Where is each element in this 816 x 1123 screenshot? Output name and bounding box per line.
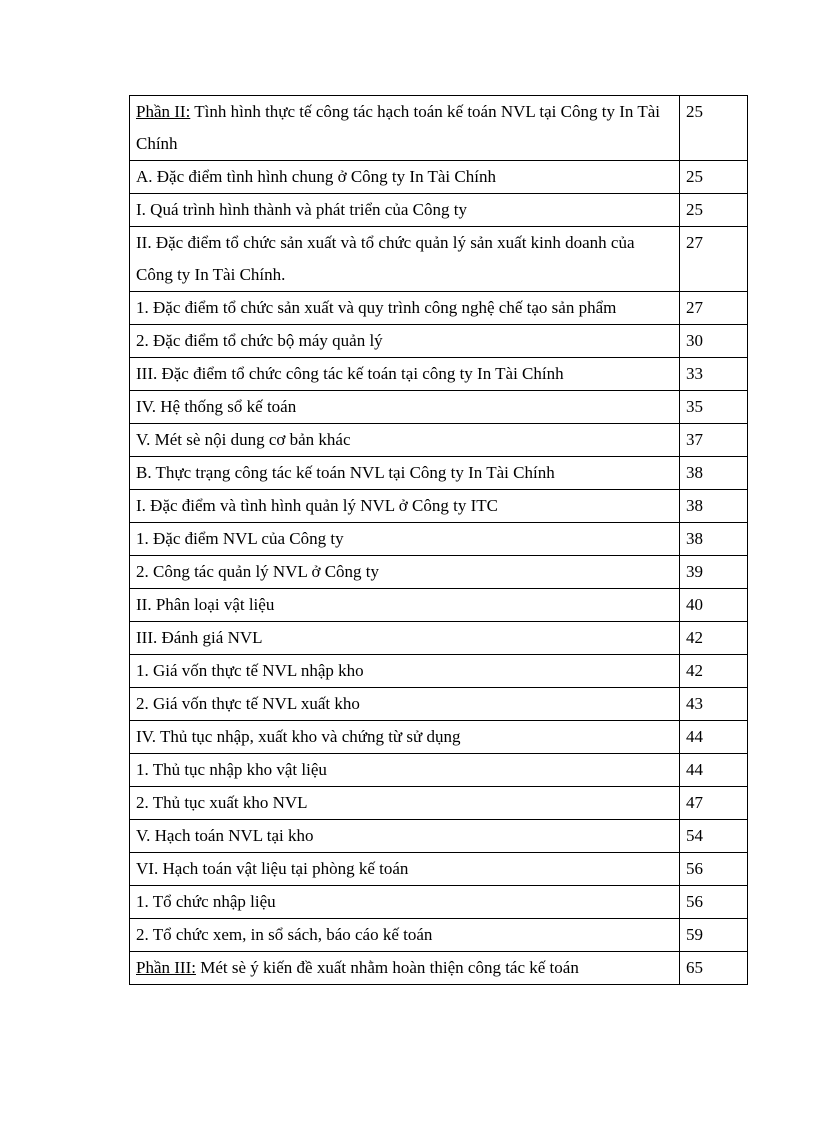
table-of-contents (129, 95, 748, 985)
toc-entry-text: 1. Đặc điểm tổ chức sản xuất và quy trình công nghệ chế tạo sản phẩm (136, 298, 617, 317)
toc-page-number: 27 (680, 292, 748, 325)
toc-row (130, 523, 748, 556)
toc-entry-text: 2. Giá vốn thực tế NVL xuất kho (136, 694, 360, 713)
toc-page-number: 42 (680, 655, 748, 688)
toc-entry-text: VI. Hạch toán vật liệu tại phòng kế toán (136, 859, 409, 878)
toc-row (130, 194, 748, 227)
toc-entry-text: 2. Thủ tục xuất kho NVL (136, 793, 308, 812)
toc-page-number: 42 (680, 622, 748, 655)
toc-entry-text: A. Đặc điểm tình hình chung ở Công ty In Tài Chính (136, 167, 496, 186)
toc-page-number: 38 (680, 523, 748, 556)
toc-entry (130, 227, 680, 292)
toc-row (130, 622, 748, 655)
toc-row (130, 457, 748, 490)
toc-entry (130, 556, 680, 589)
toc-body (130, 96, 748, 985)
toc-entry-text: IV. Hệ thống sổ kế toán (136, 397, 297, 416)
toc-page-number: 25 (680, 194, 748, 227)
toc-entry (130, 325, 680, 358)
toc-entry (130, 919, 680, 952)
toc-page-number: 30 (680, 325, 748, 358)
toc-entry (130, 96, 680, 161)
toc-page-number: 44 (680, 754, 748, 787)
toc-row (130, 589, 748, 622)
toc-row (130, 161, 748, 194)
toc-row (130, 754, 748, 787)
toc-row (130, 96, 748, 161)
toc-entry (130, 952, 680, 985)
toc-page-number: 44 (680, 721, 748, 754)
toc-page-number: 56 (680, 853, 748, 886)
toc-entry (130, 490, 680, 523)
toc-part-label: Phần II: (136, 102, 191, 121)
toc-page-number: 39 (680, 556, 748, 589)
toc-entry (130, 721, 680, 754)
toc-page-number: 65 (680, 952, 748, 985)
toc-page-number: 27 (680, 227, 748, 292)
toc-row (130, 952, 748, 985)
toc-page-number: 47 (680, 787, 748, 820)
toc-row (130, 721, 748, 754)
toc-entry (130, 655, 680, 688)
toc-entry-text: 1. Thủ tục nhập kho vật liệu (136, 760, 327, 779)
toc-entry (130, 161, 680, 194)
toc-entry (130, 589, 680, 622)
toc-row (130, 820, 748, 853)
toc-row (130, 358, 748, 391)
toc-page-number: 33 (680, 358, 748, 391)
toc-row (130, 292, 748, 325)
toc-entry-text: Tình hình thực tế công tác hạch toán kế toán NVL tại Công ty In Tài Chính (136, 102, 660, 153)
toc-entry-text: B. Thực trạng công tác kế toán NVL tại Công ty In Tài Chính (136, 463, 555, 482)
toc-entry (130, 523, 680, 556)
toc-row (130, 325, 748, 358)
toc-page-number: 43 (680, 688, 748, 721)
toc-row (130, 688, 748, 721)
toc-entry-text: Mét sè ý kiến đề xuất nhằm hoàn thiện công tác kế toán (195, 958, 579, 977)
toc-entry-text: 1. Tổ chức nhập liệu (136, 892, 276, 911)
toc-part-label: Phần III: (136, 958, 196, 977)
toc-entry-text: II. Đặc điểm tổ chức sản xuất và tổ chức quản lý sản xuất kinh doanh của Công ty In Tài Chính. (136, 233, 635, 284)
toc-row (130, 556, 748, 589)
toc-entry (130, 391, 680, 424)
toc-entry-text: 2. Đặc điểm tổ chức bộ máy quản lý (136, 331, 383, 350)
toc-entry (130, 194, 680, 227)
toc-page-number: 54 (680, 820, 748, 853)
toc-row (130, 886, 748, 919)
toc-row (130, 227, 748, 292)
toc-page-number: 25 (680, 96, 748, 161)
toc-entry (130, 292, 680, 325)
toc-page-number: 25 (680, 161, 748, 194)
toc-row (130, 787, 748, 820)
toc-entry (130, 457, 680, 490)
toc-page-number: 38 (680, 490, 748, 523)
toc-entry (130, 787, 680, 820)
toc-entry-text: IV. Thủ tục nhập, xuất kho và chứng từ sử dụng (136, 727, 461, 746)
toc-row (130, 391, 748, 424)
toc-entry-text: III. Đặc điểm tổ chức công tác kế toán tại công ty In Tài Chính (136, 364, 564, 383)
toc-page-number: 37 (680, 424, 748, 457)
toc-page-number: 40 (680, 589, 748, 622)
toc-entry-text: V. Hạch toán NVL tại kho (136, 826, 314, 845)
toc-entry (130, 886, 680, 919)
toc-entry-text: V. Mét sè nội dung cơ bản khác (136, 430, 351, 449)
toc-entry (130, 358, 680, 391)
toc-entry (130, 688, 680, 721)
toc-entry-text: I. Quá trình hình thành và phát triển của Công ty (136, 200, 467, 219)
toc-entry (130, 622, 680, 655)
toc-row (130, 919, 748, 952)
toc-entry-text: 2. Công tác quản lý NVL ở Công ty (136, 562, 380, 581)
toc-entry (130, 424, 680, 457)
toc-entry-text: 1. Đặc điểm NVL của Công ty (136, 529, 344, 548)
toc-entry-text: I. Đặc điểm và tình hình quản lý NVL ở Công ty ITC (136, 496, 498, 515)
toc-entry-text: 2. Tổ chức xem, in sổ sách, báo cáo kế toán (136, 925, 433, 944)
toc-entry (130, 853, 680, 886)
toc-page-number: 56 (680, 886, 748, 919)
toc-entry-text: 1. Giá vốn thực tế NVL nhập kho (136, 661, 364, 680)
toc-entry-text: II. Phân loại vật liệu (136, 595, 275, 614)
toc-entry (130, 754, 680, 787)
toc-entry-text: III. Đánh giá NVL (136, 628, 263, 647)
toc-row (130, 490, 748, 523)
toc-page-number: 38 (680, 457, 748, 490)
toc-page-number: 35 (680, 391, 748, 424)
toc-row (130, 424, 748, 457)
toc-row (130, 853, 748, 886)
toc-row (130, 655, 748, 688)
toc-entry (130, 820, 680, 853)
toc-page-number: 59 (680, 919, 748, 952)
